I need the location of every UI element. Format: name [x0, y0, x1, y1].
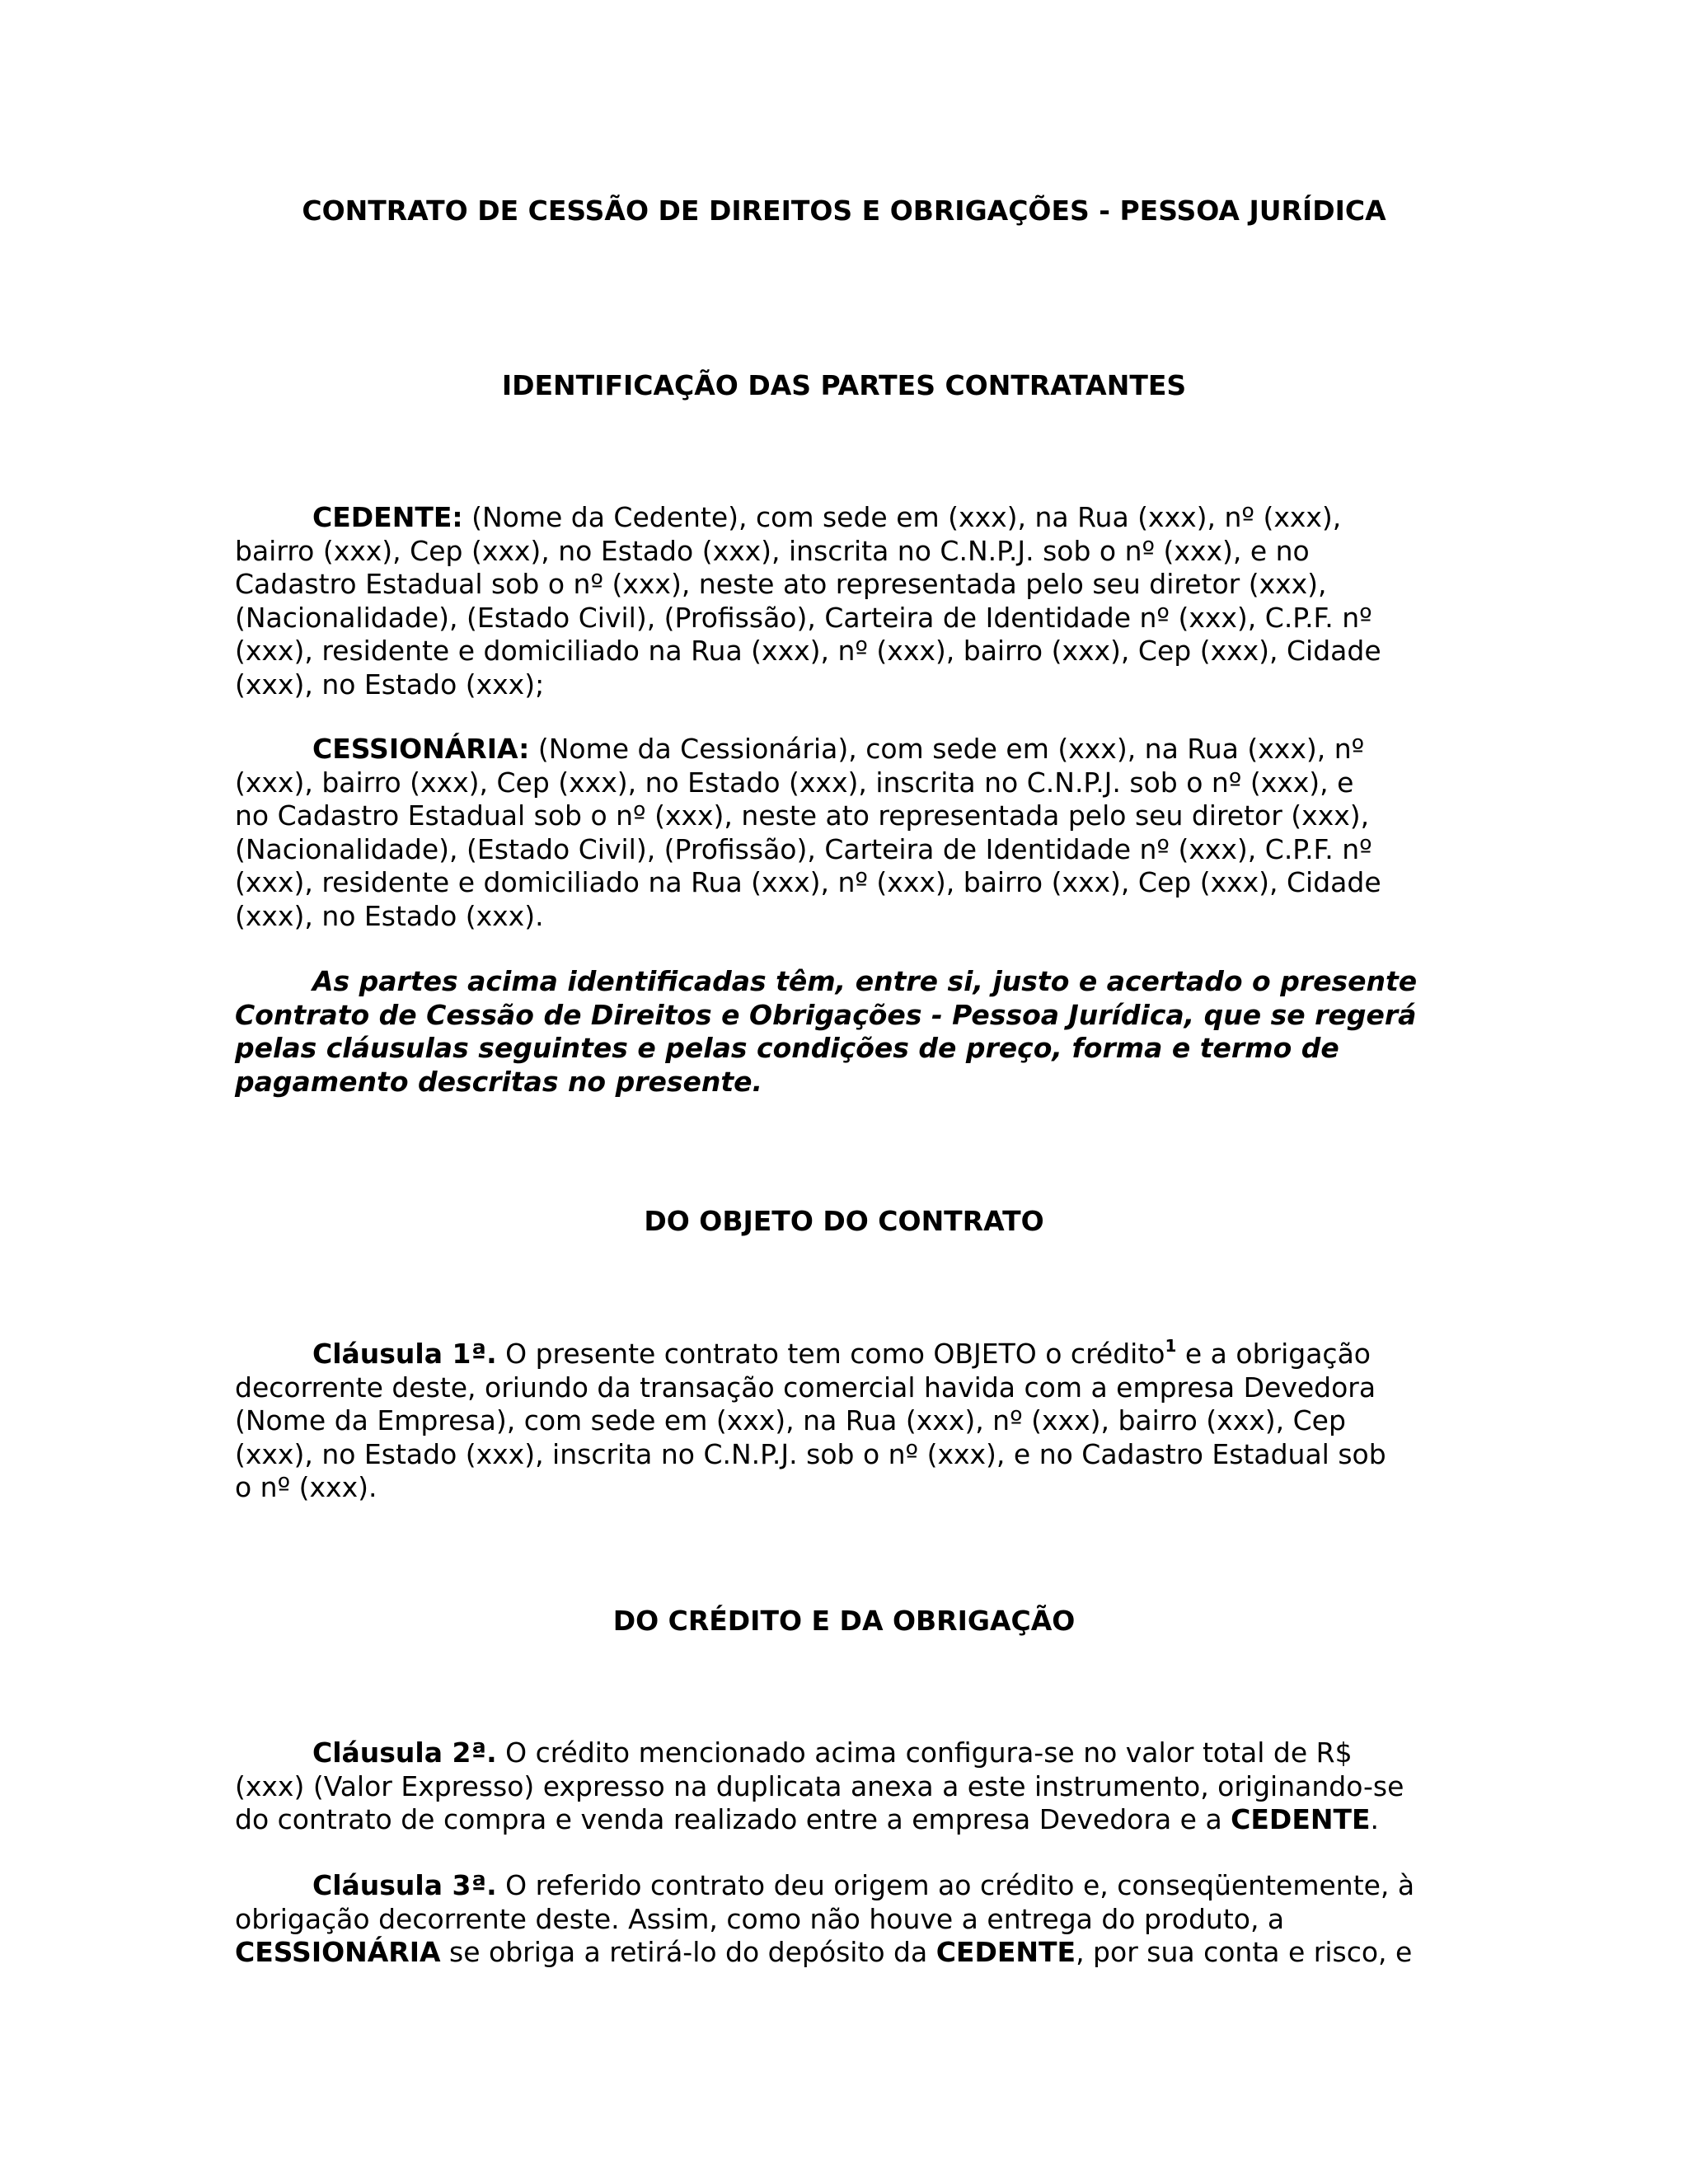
agreement-line-2: Contrato de Cessão de Direitos e Obrigações - Pessoa Jurídica, que se regerá: [235, 998, 1417, 1031]
footnote-marker: 1: [1165, 1336, 1177, 1356]
clause-3-line-2: obrigação decorrente deste. Assim, como não houve a entrega do produto, a: [235, 1902, 1285, 1935]
clause-3-label: Cláusula 3ª.: [312, 1869, 497, 1901]
clause-1-line-2: decorrente deste, oriundo da transação comercial havida com a empresa Devedora: [235, 1371, 1376, 1404]
clause-1-line-4: (xxx), no Estado (xxx), inscrita no C.N.P.J. sob o nº (xxx), e no Cadastro Estadual sob: [235, 1437, 1386, 1470]
cessionaria-line-4: (Nacionalidade), (Estado Civil), (Profissão), Carteira de Identidade nº (xxx), C.P.F. nº: [235, 832, 1372, 865]
clause-3-line-1: Cláusula 3ª. O referido contrato deu origem ao crédito e, conseqüentemente, à: [312, 1869, 1415, 1901]
agreement-line-1: As partes acima identificadas têm, entre si, justo e acertado o presente: [312, 965, 1418, 997]
agreement-paragraph: [235, 965, 1447, 1099]
section-heading-credit: DO CRÉDITO E DA OBRIGAÇÃO: [612, 1605, 1076, 1637]
section-heading-parties: IDENTIFICAÇÃO DAS PARTES CONTRATANTES: [501, 369, 1187, 401]
cedente-line-1: CEDENTE: (Nome da Cedente), com sede em (xxx), na Rua (xxx), nº (xxx),: [312, 501, 1342, 533]
cedente-line-2: bairro (xxx), Cep (xxx), no Estado (xxx), inscrita no C.N.P.J. sob o nº (xxx), e no: [235, 534, 1310, 567]
cessionaria-line-1: CESSIONÁRIA: (Nome da Cessionária), com sede em (xxx), na Rua (xxx), nº: [312, 733, 1365, 765]
clause-3-line-3: CESSIONÁRIA se obriga a retirá-lo do depósito da CEDENTE, por sua conta e risco, e: [235, 1936, 1413, 1968]
cedente-line-5: (xxx), residente e domiciliado na Rua (xxx), nº (xxx), bairro (xxx), Cep (xxx), Cidade: [235, 635, 1381, 667]
cessionaria-label: CESSIONÁRIA:: [312, 733, 530, 765]
clause-1-line-1: Cláusula 1ª. O presente contrato tem como OBJETO o crédito$^1$ e a obrigação: [312, 1336, 1371, 1370]
clause-2-line-2: (xxx) (Valor Expresso) expresso na duplicata anexa a este instrumento, originando-se: [235, 1769, 1404, 1802]
cedente-line-3: Cadastro Estadual sob o nº (xxx), neste ato representada pelo seu diretor (xxx),: [235, 568, 1327, 600]
cedente-label: CEDENTE:: [312, 501, 463, 533]
cessionaria-paragraph: [235, 733, 1447, 933]
clause-3-paragraph: [235, 1869, 1447, 1970]
clause-1-label: Cláusula 1ª.: [312, 1338, 497, 1370]
cedente-line-6: (xxx), no Estado (xxx);: [235, 668, 545, 701]
cessionaria-line-5: (xxx), residente e domiciliado na Rua (xxx), nº (xxx), bairro (xxx), Cep (xxx), Cidade: [235, 866, 1381, 898]
clause-2-line-1: Cláusula 2ª. O crédito mencionado acima configura-se no valor total de R$: [312, 1736, 1353, 1769]
clause-2-paragraph: [235, 1736, 1447, 1837]
clause-2-line-3: do contrato de compra e venda realizado entre a empresa Devedora e a CEDENTE.: [235, 1803, 1380, 1835]
cessionaria-line-6: (xxx), no Estado (xxx).: [235, 899, 544, 932]
agreement-line-3: pelas cláusulas seguintes e pelas condições de preço, forma e termo de: [235, 1032, 1339, 1064]
clause-1-line-5: o nº (xxx).: [235, 1471, 377, 1503]
cedente-line-4: (Nacionalidade), (Estado Civil), (Profissão), Carteira de Identidade nº (xxx), C.P.F. nº: [235, 601, 1372, 634]
cessionaria-line-3: no Cadastro Estadual sob o nº (xxx), neste ato representada pelo seu diretor (xxx),: [235, 799, 1370, 832]
cessionaria-line-2: (xxx), bairro (xxx), Cep (xxx), no Estado (xxx), inscrita no C.N.P.J. sob o nº (xxx), e: [235, 766, 1354, 799]
clause-2-label: Cláusula 2ª.: [312, 1736, 497, 1769]
clause-1-line-3: (Nome da Empresa), com sede em (xxx), na Rua (xxx), nº (xxx), bairro (xxx), Cep: [235, 1404, 1346, 1436]
agreement-line-4: pagamento descritas no presente.: [235, 1065, 763, 1098]
section-heading-object: DO OBJETO DO CONTRATO: [644, 1205, 1044, 1237]
clause-1-paragraph: [235, 1338, 1447, 1505]
document-title: CONTRATO DE CESSÃO DE DIREITOS E OBRIGAÇÕES - PESSOA JURÍDICA: [302, 194, 1386, 227]
cedente-paragraph: [235, 501, 1447, 701]
